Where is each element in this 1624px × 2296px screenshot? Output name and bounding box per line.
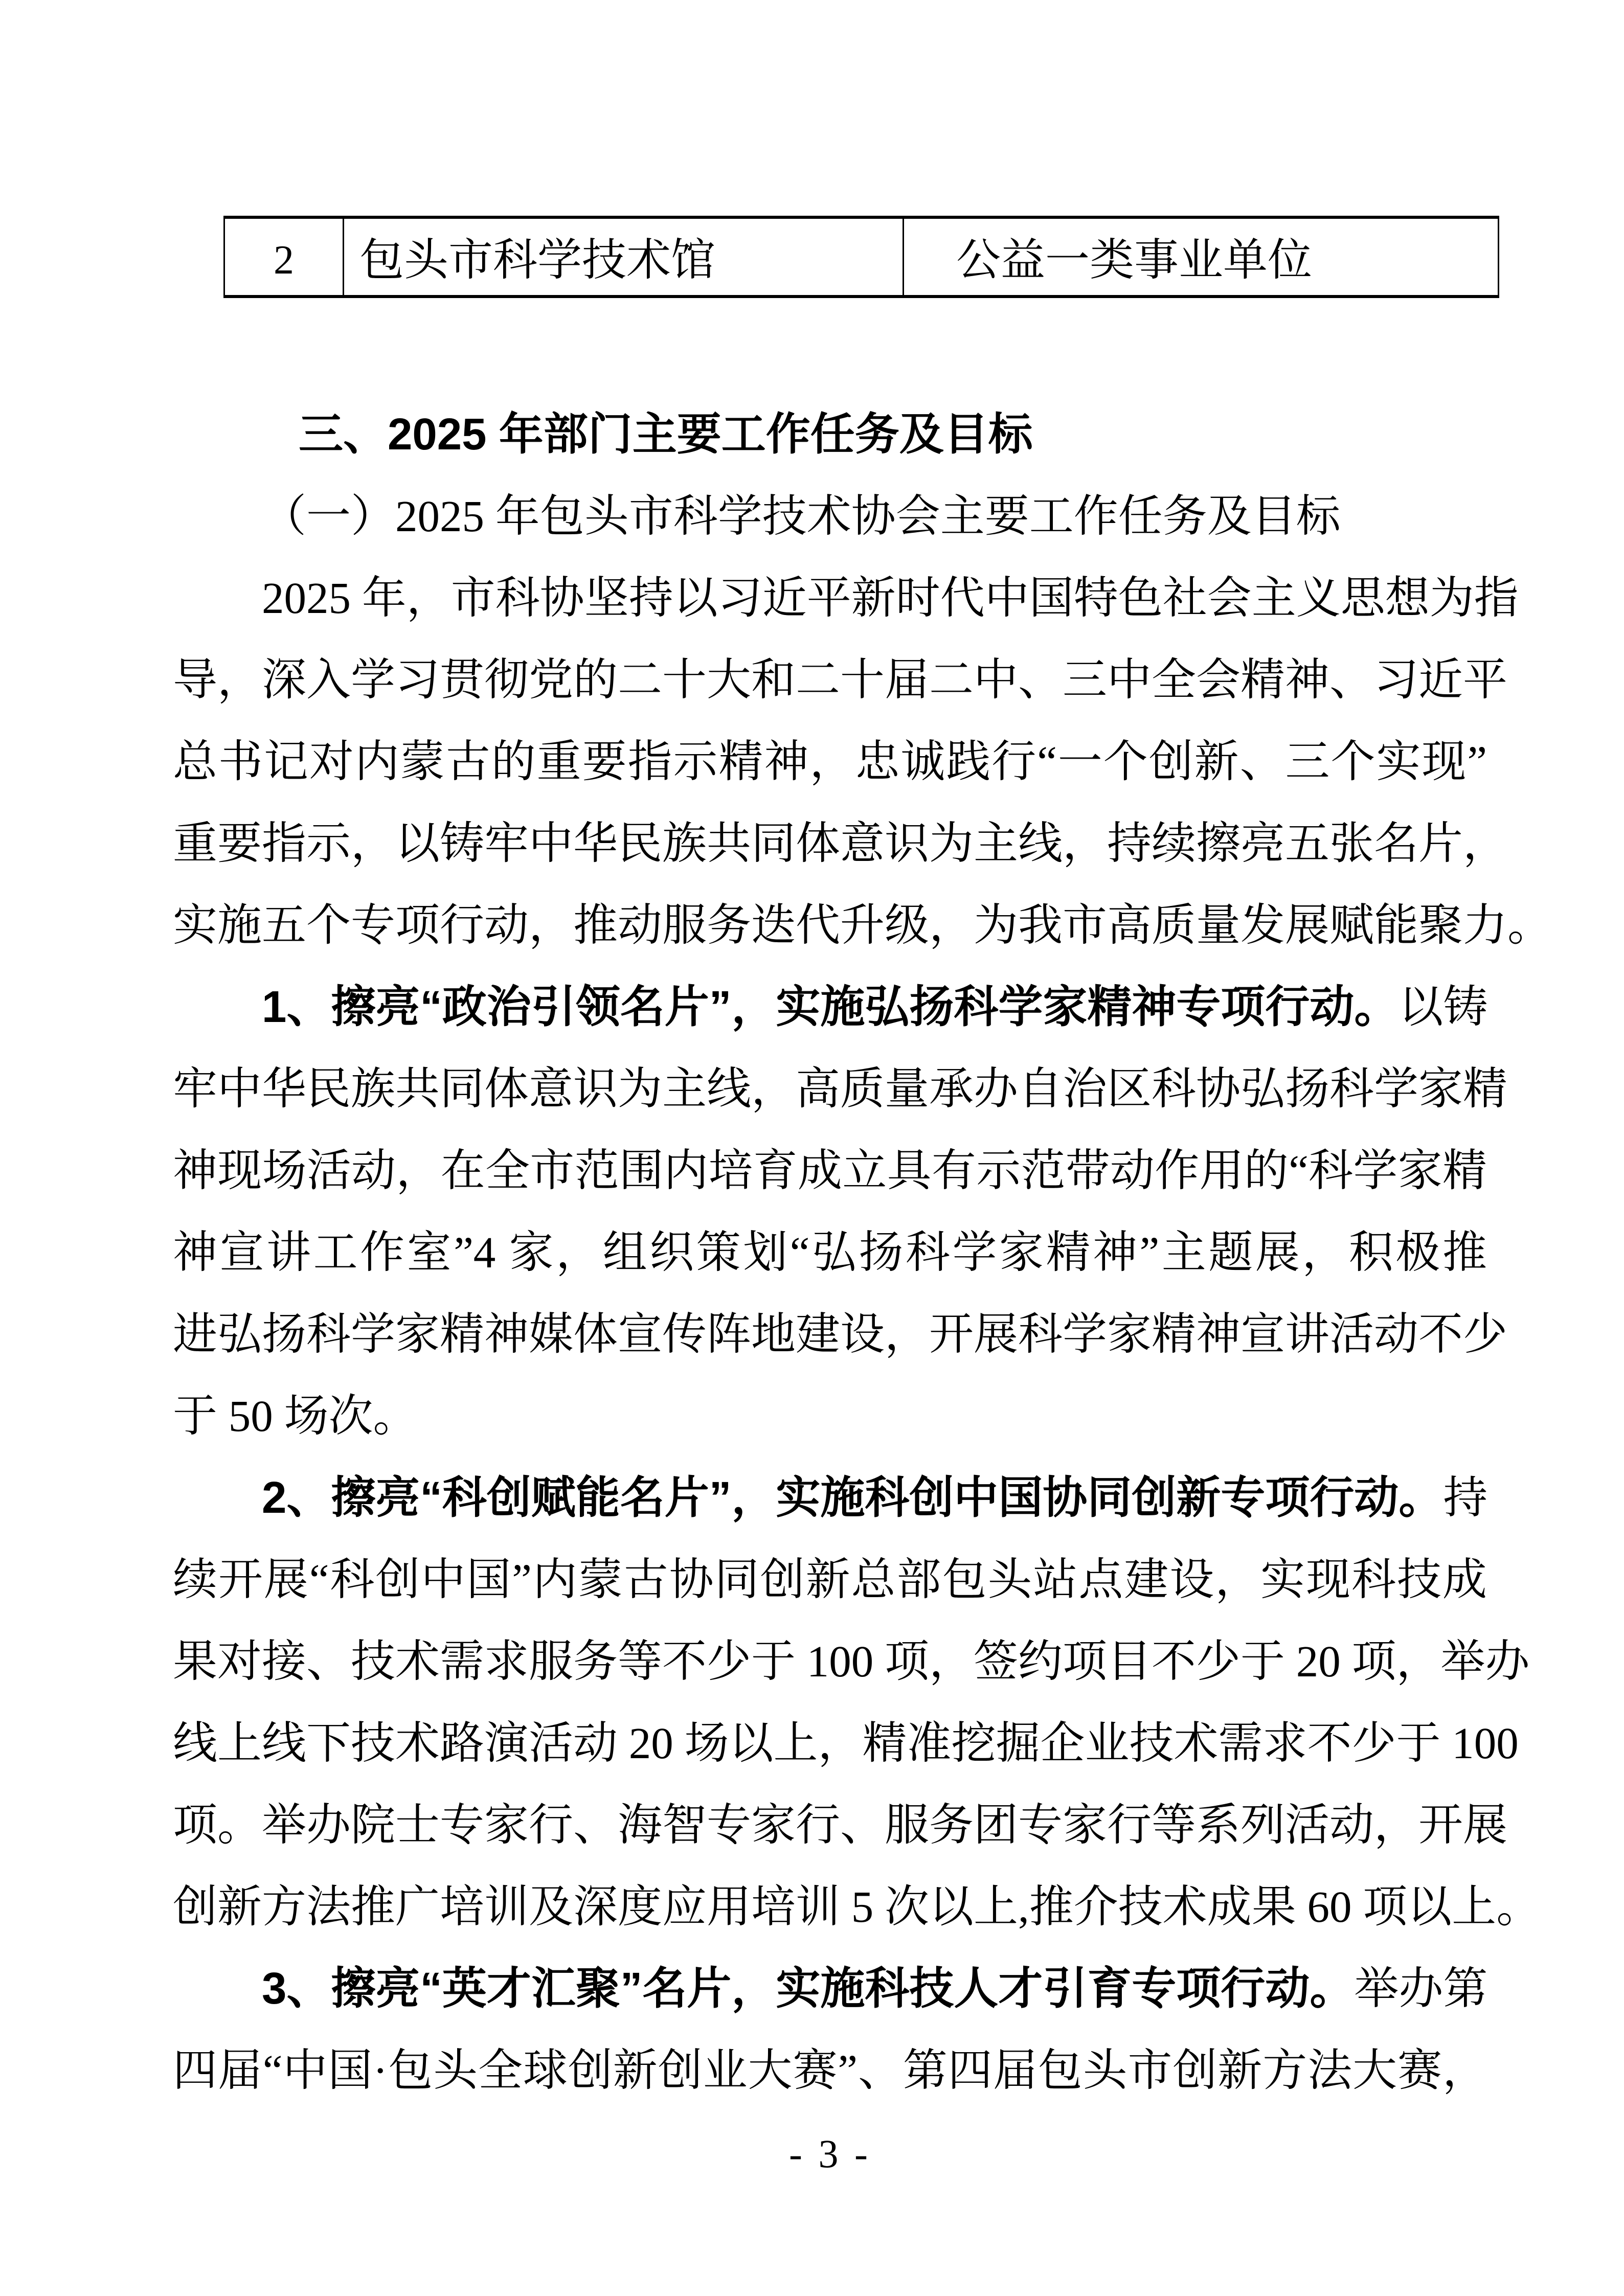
org-type: 公益一类事业单位 (956, 235, 1312, 285)
body-line (173, 1702, 1519, 1784)
body-line (173, 721, 1487, 803)
body-text: 2025 年，市科协坚持以习近平新时代中国特色社会主义思想为指 (262, 573, 1519, 623)
body-line (173, 1621, 1530, 1702)
body-line (173, 557, 1519, 639)
body-text: 导，深入学习贯彻党的二十大和二十届二中、三中全会精神、习近平 (173, 655, 1507, 704)
body-text: 实施五个专项行动，推动服务迭代升级，为我市高质量发展赋能聚力。 (173, 900, 1552, 950)
body-text: 线上线下技术路演活动 20 场以上，精准挖掘企业技术需求不少于 100 (173, 1718, 1519, 1768)
bold-run: 2、擦亮“科创赋能名片”，实施科创中国协同创新专项行动。 (262, 1473, 1443, 1522)
body-text: 于 50 场次。 (173, 1391, 418, 1441)
section-heading: 三、2025 年部门主要工作任务及目标 (299, 410, 1033, 459)
body-line (173, 1212, 1487, 1293)
body-text: 总书记对内蒙古的重要指示精神，忠诚践行“一个创新、三个实现” (173, 737, 1487, 786)
bold-run: 3、擦亮“英才汇聚”名片，实施科技人才引育专项行动。 (262, 1964, 1355, 2013)
body-text: 神现场活动，在全市范围内培育成立具有示范带动作用的“科学家精 (173, 1146, 1487, 1195)
body-text: 续开展“科创中国”内蒙古协同创新总部包头站点建设，实现科技成 (173, 1555, 1487, 1604)
body-line (173, 884, 1552, 966)
row-number: 2 (274, 237, 294, 283)
body-text: 四届“中国·包头全球创新创业大赛”、第四届包头市创新方法大赛， (173, 2045, 1487, 2095)
org-name: 包头市科学技术馆 (359, 235, 715, 285)
body-line (173, 1457, 1487, 1539)
body-line (173, 1048, 1507, 1130)
body-text: 持 (1443, 1473, 1488, 1522)
body-text: 神宣讲工作室”4 家，组织策划“弘扬科学家精神”主题展，积极推 (173, 1227, 1487, 1277)
page-number: - 3 - (789, 2131, 871, 2176)
body-text: 果对接、技术需求服务等不少于 100 项，签约项目不少于 20 项，举办 (173, 1636, 1530, 1686)
body-text: 进弘扬科学家精神媒体宣传阵地建设，开展科学家精神宣讲活动不少 (173, 1309, 1507, 1359)
body-line (173, 639, 1507, 721)
body-line (173, 803, 1507, 884)
body-line (173, 966, 1487, 1048)
body-text: 牢中华民族共同体意识为主线，高质量承办自治区科协弘扬科学家精 (173, 1064, 1507, 1113)
body-line (173, 1948, 1487, 2030)
body-line (173, 1293, 1507, 1375)
body-text: 项。举办院士专家行、海智专家行、服务团专家行等系列活动，开展 (173, 1800, 1507, 1850)
body-line (173, 1539, 1487, 1621)
body-line (173, 2030, 1487, 2111)
body-line (173, 1866, 1541, 1948)
table-cell-type (904, 219, 1498, 295)
bold-run: 1、擦亮“政治引领名片”，实施弘扬科学家精神专项行动。 (262, 982, 1399, 1032)
body-text: 举办第 (1354, 1964, 1488, 2013)
table-cell-number (225, 219, 344, 295)
body-line (173, 1130, 1487, 1212)
table-cell-name (344, 219, 904, 295)
body-text: 以铸 (1399, 982, 1488, 1032)
document-content (173, 394, 1552, 2111)
body-text: 创新方法推广培训及深度应用培训 5 次以上,推介技术成果 60 项以上。 (173, 1882, 1541, 1931)
section-subheading: （一）2025 年包头市科学技术协会主要工作任务及目标 (262, 491, 1341, 541)
org-table (223, 216, 1499, 298)
body-line (173, 1375, 1487, 1457)
body-line (173, 1784, 1507, 1866)
body-text: 重要指示，以铸牢中华民族共同体意识为主线，持续擦亮五张名片， (173, 819, 1507, 868)
